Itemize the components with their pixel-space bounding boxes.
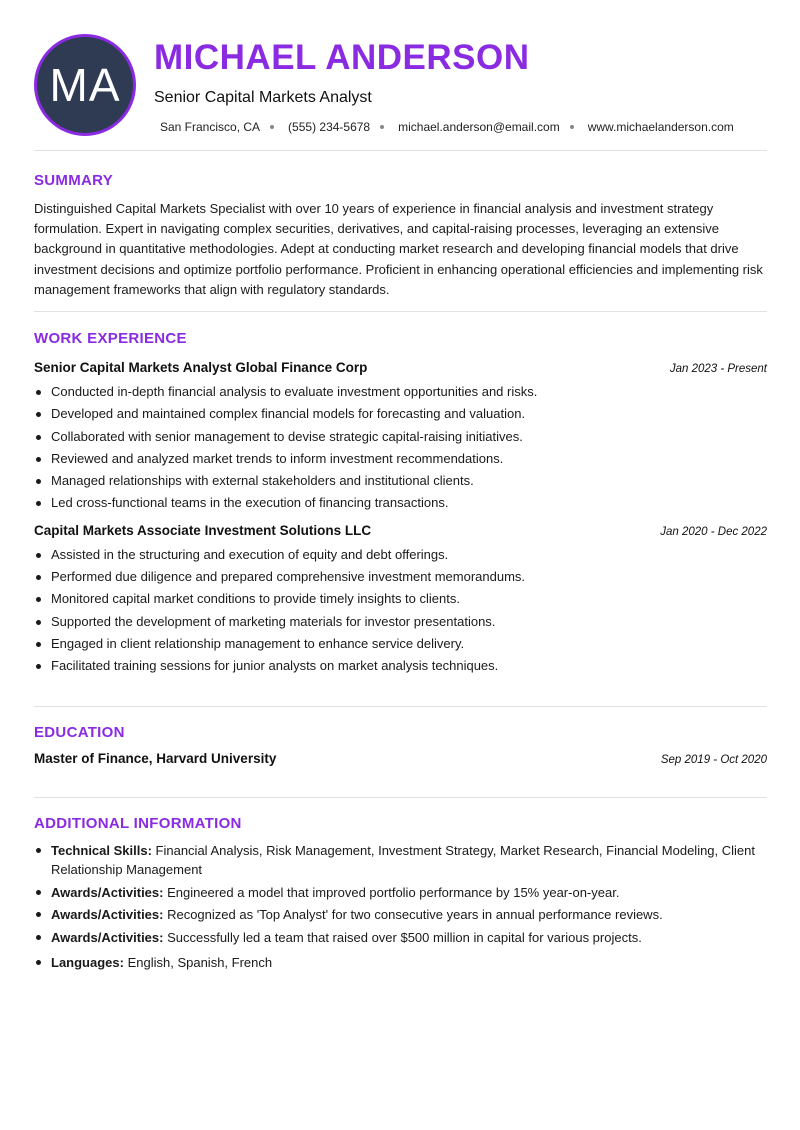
info-label: Awards/Activities:	[51, 907, 164, 922]
contact-line	[160, 120, 734, 134]
job-bullets	[34, 544, 767, 678]
list-item: Conducted in-depth financial analysis to evaluate investment opportunities and risks.	[34, 381, 767, 403]
list-item: Engaged in client relationship management to enhance service delivery.	[34, 633, 767, 655]
additional-info-section	[34, 798, 767, 972]
job-title: Senior Capital Markets Analyst Global Finance Corp	[34, 360, 368, 375]
list-item: Led cross-functional teams in the execution of financing transactions.	[34, 492, 767, 514]
info-text: Recognized as 'Top Analyst' for two consecutive years in annual performance reviews.	[163, 907, 663, 922]
section-title-education: EDUCATION	[34, 724, 125, 741]
list-item: Monitored capital market conditions to provide timely insights to clients.	[34, 588, 767, 610]
job-title: Capital Markets Associate Investment Solutions LLC	[34, 522, 372, 538]
separator-dot-icon	[270, 125, 274, 129]
contact-location: San Francisco, CA	[160, 120, 261, 134]
job-date: Jan 2020 - Dec 2022	[660, 525, 767, 538]
work-experience-section	[34, 312, 767, 706]
list-item: Reviewed and analyzed market trends to inform investment recommendations.	[34, 448, 767, 470]
avatar	[34, 34, 136, 136]
candidate-name: MICHAEL ANDERSON	[154, 38, 530, 77]
additional-info-list	[34, 841, 767, 972]
info-text: English, Spanish, French	[123, 954, 273, 970]
list-item	[34, 883, 767, 902]
info-text: Engineered a model that improved portfolio performance by 15% year-on-year.	[163, 884, 620, 900]
info-label: Languages:	[51, 954, 124, 970]
education-section	[34, 707, 767, 797]
resume-page	[34, 0, 767, 975]
avatar-initials: MA	[49, 59, 121, 111]
list-item	[34, 953, 767, 972]
info-label: Technical Skills:	[51, 843, 152, 858]
education-entry	[34, 751, 767, 766]
separator-dot-icon	[570, 125, 574, 129]
section-title-additional: ADDITIONAL INFORMATION	[34, 815, 242, 832]
info-text: Successfully led a team that raised over $500 million in capital for various projects.	[163, 929, 642, 945]
job-header	[34, 360, 767, 375]
job-header	[34, 523, 767, 538]
education-date: Sep 2019 - Oct 2020	[660, 754, 767, 766]
summary-text: Distinguished Capital Markets Specialist with over 10 years of experience in financial analysis and investment strategy formulation. Expert in navigating complex securities, derivatives, and capital-raising processes, leveraging an extensive background in quantitative methodologies. Adept at conducting market research and developing financial models that drive investment decisions and optimize portfolio performance. Proficient in enhancing operational efficiencies and implementing risk management frameworks that align with regulatory standards.	[34, 201, 763, 297]
list-item: Facilitated training sessions for junior analysts on market analysis techniques.	[34, 655, 767, 677]
list-item	[34, 928, 767, 947]
info-text: Financial Analysis, Risk Management, Investment Strategy, Market Research, Financial Modeling, Client Relationship Management	[51, 843, 755, 877]
list-item: Collaborated with senior management to devise strategic capital-raising initiatives.	[34, 426, 767, 448]
list-item	[34, 905, 767, 924]
list-item: Developed and maintained complex financial models for forecasting and valuation.	[34, 403, 767, 425]
education-degree: Master of Finance, Harvard University	[34, 751, 277, 766]
job-date: Jan 2023 - Present	[669, 363, 767, 375]
info-label: Awards/Activities:	[51, 884, 164, 900]
contact-phone: (555) 234-5678	[288, 120, 371, 134]
list-item	[34, 841, 767, 879]
separator-dot-icon	[380, 125, 384, 129]
contact-email[interactable]: michael.anderson@email.com	[398, 120, 560, 134]
section-title-work: WORK EXPERIENCE	[34, 330, 187, 347]
job-entry	[34, 523, 767, 678]
job-entry	[34, 360, 767, 515]
summary-section	[34, 151, 767, 311]
list-item: Managed relationships with external stakeholders and institutional clients.	[34, 470, 767, 492]
list-item: Performed due diligence and prepared comprehensive investment memorandums.	[34, 566, 767, 588]
list-item: Supported the development of marketing materials for investor presentations.	[34, 611, 767, 633]
section-title-summary: SUMMARY	[34, 172, 114, 189]
candidate-role: Senior Capital Markets Analyst	[154, 89, 372, 106]
info-label: Awards/Activities:	[51, 929, 164, 945]
resume-header	[34, 0, 767, 150]
contact-website[interactable]: www.michaelanderson.com	[587, 120, 734, 134]
job-bullets	[34, 381, 767, 515]
list-item: Assisted in the structuring and execution of equity and debt offerings.	[34, 544, 767, 566]
